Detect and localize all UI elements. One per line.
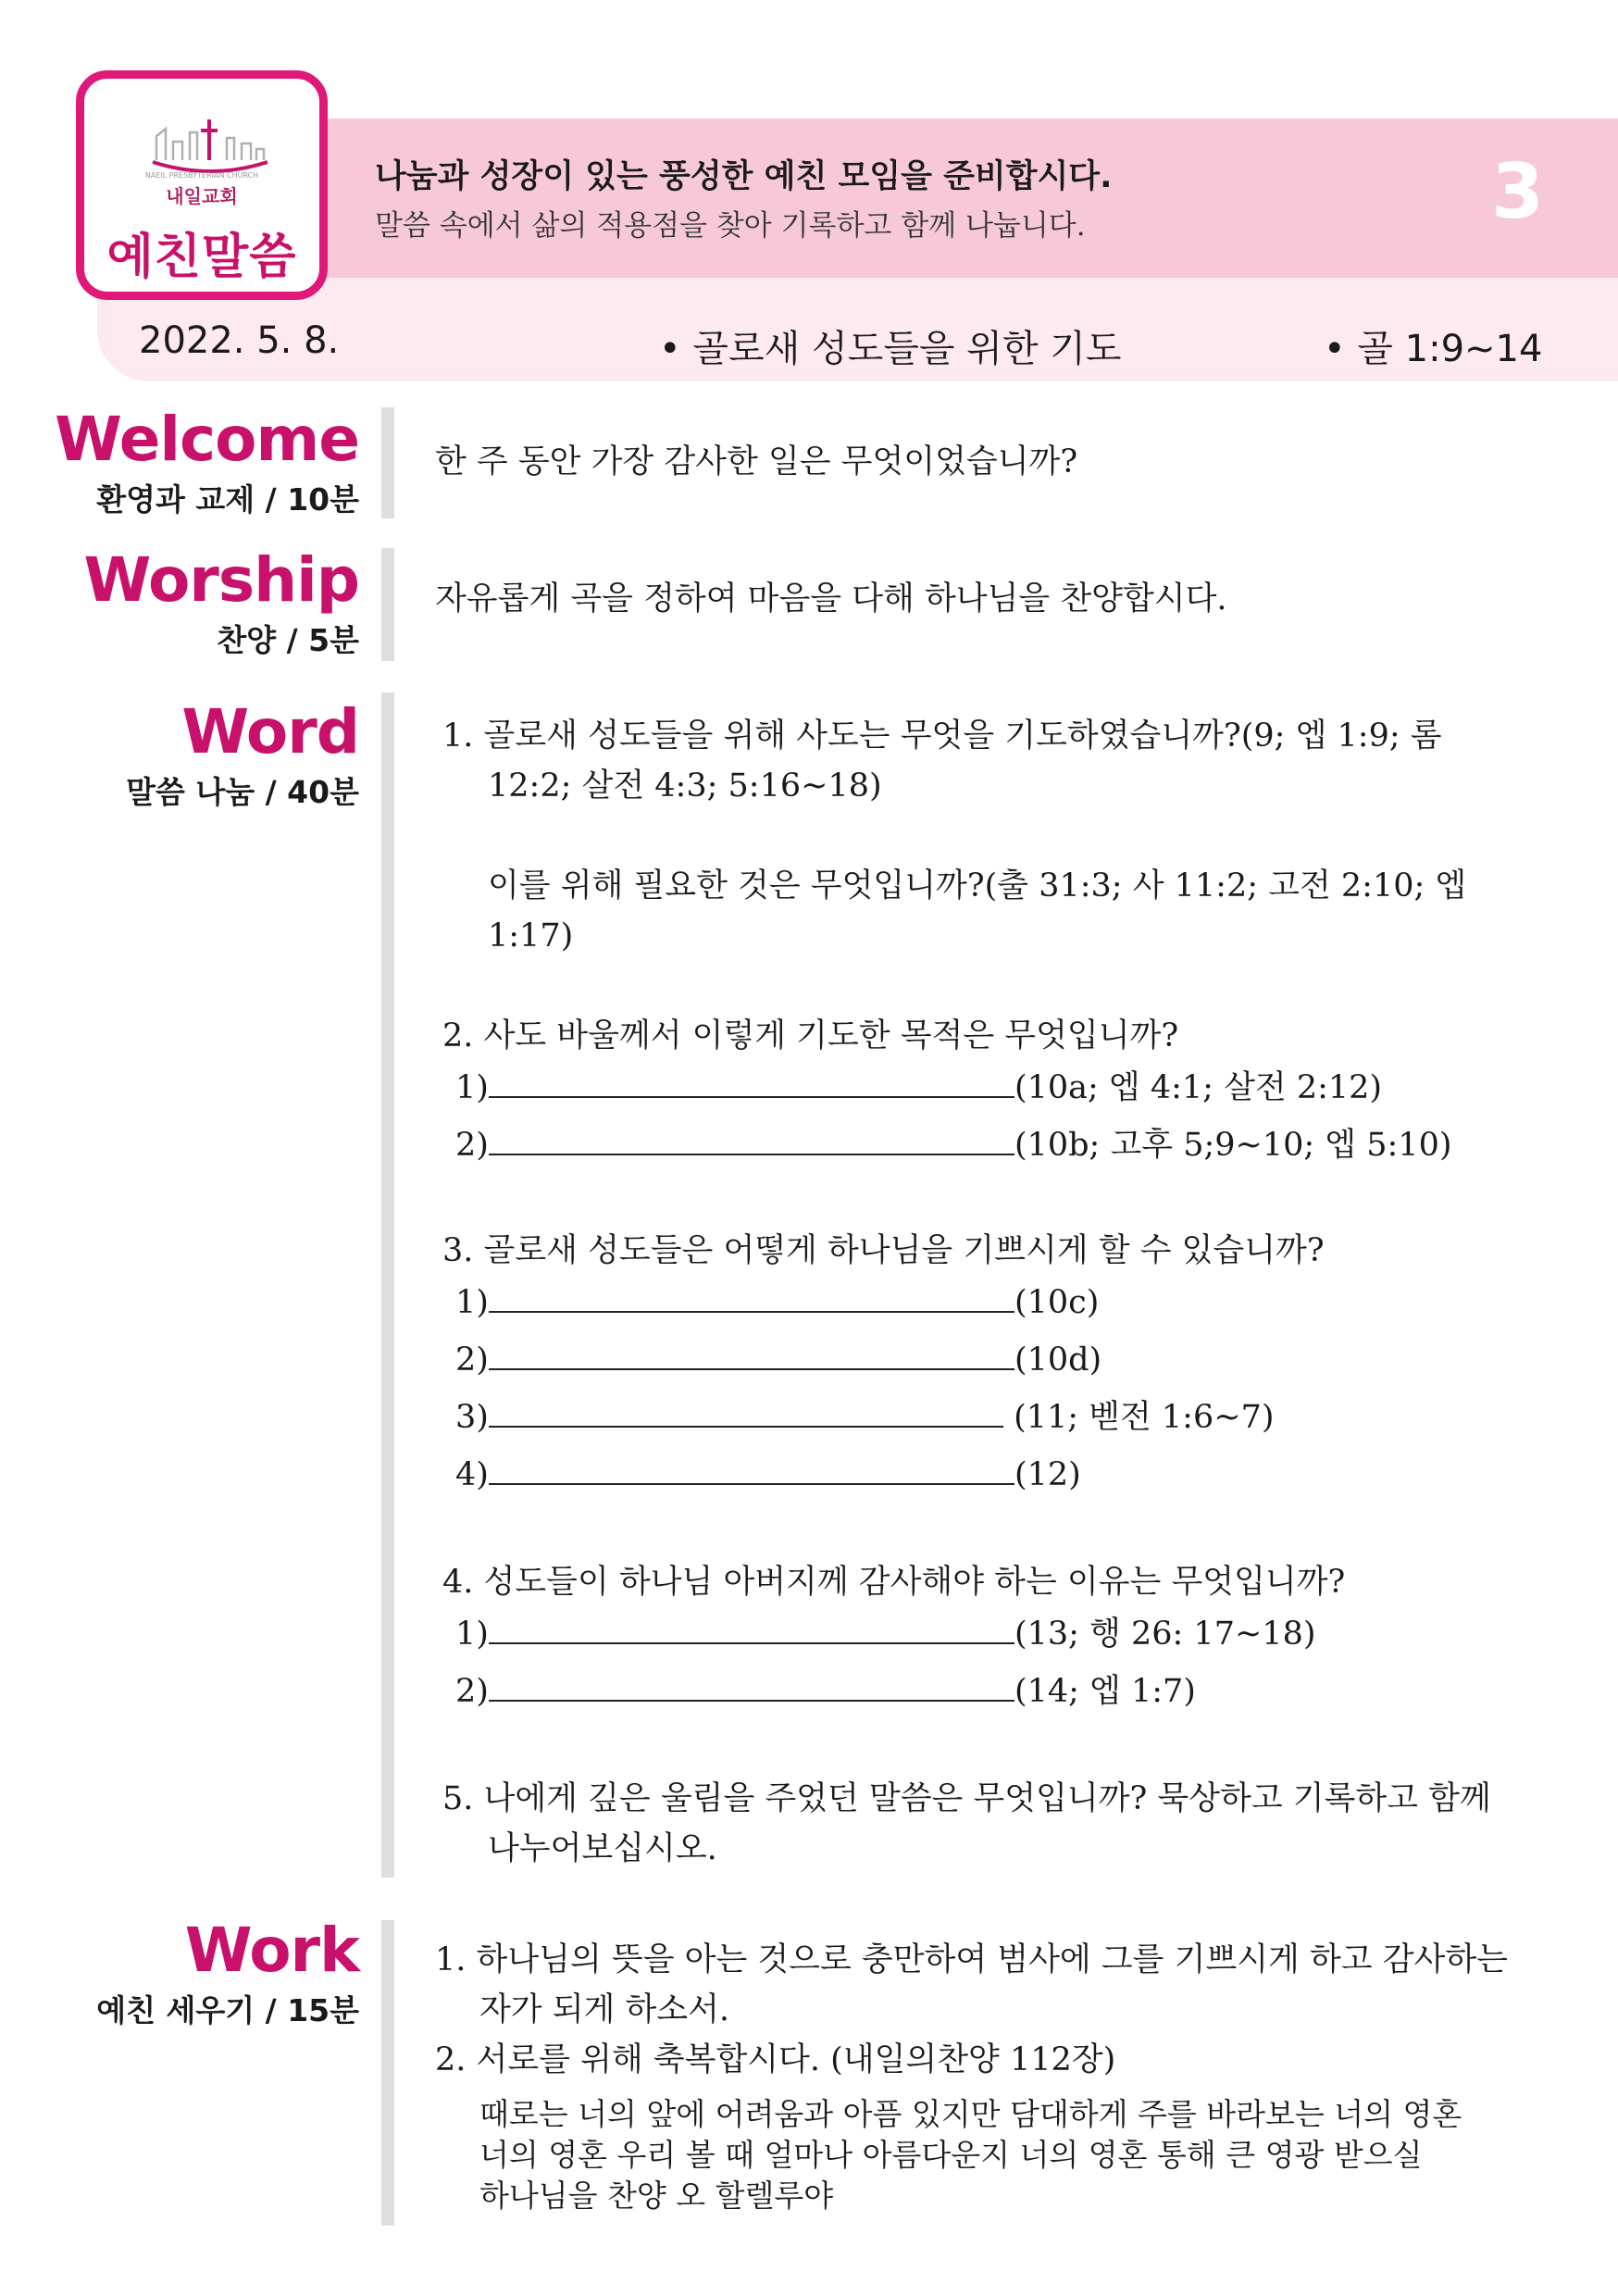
answer-reference: (10d) [1014, 1341, 1102, 1379]
word-divider [381, 693, 394, 1878]
answer-line [455, 1278, 1099, 1328]
answer-blank[interactable] [489, 1065, 1014, 1098]
welcome-question: 한 주 동안 가장 감사한 일은 무엇이었습니까? [435, 443, 1078, 480]
answer-blank[interactable] [489, 1611, 1014, 1644]
answer-reference: (10b; 고후 5;9~10; 엡 5:10) [1014, 1127, 1452, 1164]
answer-blank[interactable] [489, 1122, 1014, 1155]
worship-subtitle: 찬양 / 5분 [217, 622, 359, 658]
work-title: Work [184, 1915, 359, 1986]
answer-number: 3) [455, 1399, 489, 1436]
answer-line [455, 1120, 1452, 1170]
welcome-subtitle: 환영과 교제 / 10분 [96, 481, 359, 518]
answer-number: 1) [455, 1616, 489, 1653]
logo-tiny-text: NAEIL PRESBYTERIAN CHURCH [144, 171, 259, 180]
answer-reference: (11; 벧전 1:6~7) [1002, 1399, 1275, 1436]
question-4: 4. 성도들이 하나님 아버지께 감사해야 하는 이유는 무엇입니까? [442, 1564, 1346, 1601]
church-skyline-icon [149, 116, 271, 175]
answer-reference: (14; 엡 1:7) [1014, 1673, 1196, 1710]
worship-divider [381, 548, 394, 661]
question-3: 3. 골로새 성도들은 어떻게 하나님을 기쁘시게 할 수 있습니까? [442, 1232, 1325, 1269]
answer-number: 1) [455, 1284, 489, 1321]
question-5: 5. 나에게 깊은 울림을 주었던 말씀은 무엇입니까? 묵상하고 기록하고 함께 [442, 1780, 1491, 1817]
answer-number: 2) [455, 1127, 489, 1164]
word-subtitle: 말씀 나눔 / 40분 [126, 774, 359, 810]
answer-blank[interactable] [489, 1279, 1014, 1313]
lesson-title: • 골로새 성도들을 위한 기도 [659, 328, 1122, 370]
answer-blank[interactable] [489, 1337, 1014, 1370]
answer-number: 1) [455, 1069, 489, 1106]
answer-reference: (10a; 엡 4:1; 살전 2:12) [1014, 1069, 1383, 1106]
worship-title: Worship [83, 544, 359, 616]
answer-line [455, 1609, 1316, 1659]
header-band [324, 119, 1618, 278]
answer-blank[interactable] [489, 1452, 1014, 1485]
question-1-cont: 12:2; 살전 4:3; 5:16~18) [488, 767, 882, 805]
question-1: 1. 골로새 성도들을 위해 사도는 무엇을 기도하였습니까?(9; 엡 1:9; 롬 [442, 718, 1442, 755]
answer-reference: (12) [1014, 1456, 1081, 1493]
answer-line [455, 1392, 1275, 1442]
lesson-date: 2022. 5. 8. [139, 319, 340, 362]
answer-blank[interactable] [489, 1668, 1014, 1702]
answer-line [455, 1335, 1101, 1385]
question-2: 2. 사도 바울께서 이렇게 기도한 목적은 무엇입니까? [442, 1017, 1179, 1054]
answer-blank[interactable] [489, 1394, 1003, 1428]
work-item-1-cont: 자가 되게 하소서. [479, 1991, 730, 2028]
welcome-divider [381, 407, 394, 518]
work-subtitle: 예친 세우기 / 15분 [96, 1992, 359, 2028]
answer-reference: (13; 행 26: 17~18) [1014, 1616, 1316, 1653]
hymn-lyrics-line: 하나님을 찬양 오 할렐루야 [479, 2177, 834, 2214]
question-1b: 이를 위해 필요한 것은 무엇입니까?(출 31:3; 사 11:2; 고전 2:10; 엡 [488, 867, 1467, 905]
logo-title: 예친말씀 [106, 230, 297, 285]
answer-number: 2) [455, 1673, 489, 1710]
work-item-2: 2. 서로를 위해 축복합시다. (내일의찬양 112장) [435, 2041, 1116, 2078]
answer-number: 4) [455, 1456, 489, 1493]
answer-line [455, 1063, 1382, 1113]
worship-text: 자유롭게 곡을 정하여 마음을 다해 하나님을 찬양합시다. [435, 580, 1227, 618]
page-number: 3 [1490, 148, 1544, 236]
question-5-cont: 나누어보십시오. [488, 1830, 717, 1867]
question-1b-cont: 1:17) [488, 917, 574, 955]
answer-line [455, 1666, 1196, 1716]
word-title: Word [181, 696, 359, 767]
header-subline: 말씀 속에서 삶의 적용점을 찾아 기록하고 함께 나눕니다. [375, 209, 1086, 243]
answer-number: 2) [455, 1341, 489, 1379]
work-divider [381, 1920, 394, 2226]
church-logo [76, 70, 328, 300]
answer-line [455, 1450, 1081, 1500]
hymn-lyrics-line: 때로는 너의 앞에 어려움과 아픔 있지만 담대하게 주를 바라보는 너의 영혼 [479, 2096, 1462, 2132]
header-headline: 나눔과 성장이 있는 풍성한 예친 모임을 준비합시다. [375, 158, 1113, 195]
church-name-text: 내일교회 [166, 185, 238, 207]
church-name [84, 171, 319, 208]
answer-reference: (10c) [1014, 1284, 1100, 1321]
work-item-1: 1. 하나님의 뜻을 아는 것으로 충만하여 범사에 그를 기쁘시게 하고 감사하는 [435, 1941, 1508, 1978]
lesson-scripture: • 골 1:9~14 [1324, 328, 1543, 370]
welcome-title: Welcome [55, 404, 359, 475]
hymn-lyrics-line: 너의 영혼 우리 볼 때 얼마나 아름다운지 너의 영혼 통해 큰 영광 받으실 [479, 2137, 1423, 2173]
